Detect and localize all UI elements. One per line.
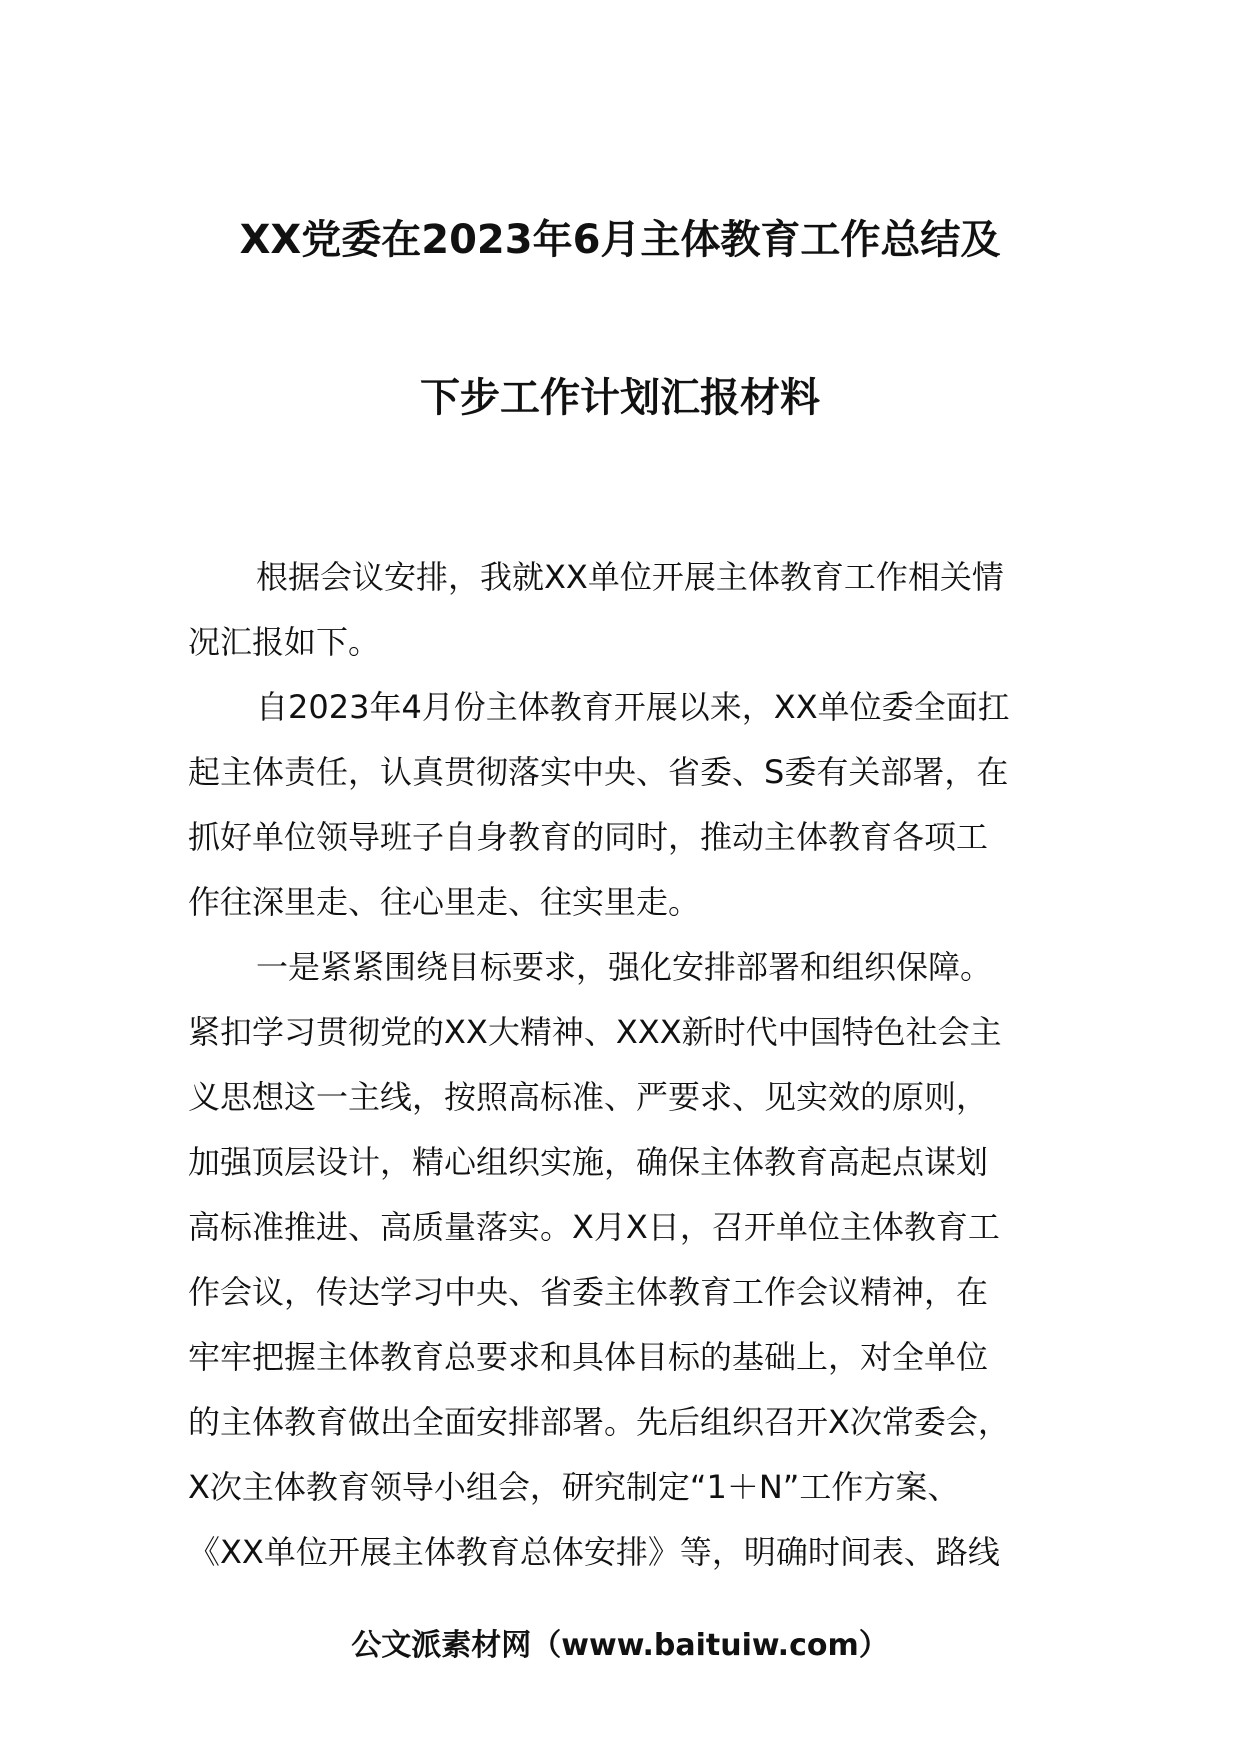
paragraph-line: 作往深里走、往心里走、往实里走。 (188, 883, 701, 921)
paragraph-line: 的主体教育做出全面安排部署。先后组织召开X次常委会， (188, 1403, 1010, 1441)
paragraph-line: 义思想这一主线，按照高标准、严要求、见实效的原则， (188, 1078, 989, 1116)
paragraph-line: 加强顶层设计，精心组织实施，确保主体教育高起点谋划 (188, 1143, 989, 1181)
paragraph-line: 自2023年4月份主体教育开展以来，XX单位委全面扛 (256, 688, 1010, 726)
paragraph-line: 牢牢把握主体教育总要求和具体目标的基础上，对全单位 (188, 1338, 989, 1376)
document-body (188, 545, 1058, 1585)
paragraph-line: 高标准推进、高质量落实。X月X日，召开单位主体教育工 (188, 1208, 1000, 1246)
paragraph-line: 一是紧紧围绕目标要求，强化安排部署和组织保障。 (256, 948, 993, 986)
paragraph-line: 紧扣学习贯彻党的XX大精神、XXX新时代中国特色社会主 (188, 1013, 1002, 1051)
footer-watermark: 公文派素材网（www.baituiw.com） (351, 1628, 889, 1663)
paragraph-line: 根据会议安排，我就XX单位开展主体教育工作相关情 (256, 558, 1004, 596)
paragraph-line: 起主体责任，认真贯彻落实中央、省委、S委有关部署，在 (188, 753, 1009, 791)
paragraph-line: 作会议，传达学习中央、省委主体教育工作会议精神，在 (188, 1273, 989, 1311)
document-title-line-2: 下步工作计划汇报材料 (420, 375, 820, 421)
paragraph-line: 抓好单位领导班子自身教育的同时，推动主体教育各项工 (188, 818, 989, 856)
paragraph-line: 况汇报如下。 (188, 623, 381, 661)
paragraph-line: X次主体教育领导小组会，研究制定“1＋N”工作方案、 (188, 1468, 960, 1506)
document-title-line-1: XX党委在2023年6月主体教育工作总结及 (239, 217, 1001, 263)
paragraph-line: 《XX单位开展主体教育总体安排》等，明确时间表、路线 (188, 1533, 1000, 1571)
